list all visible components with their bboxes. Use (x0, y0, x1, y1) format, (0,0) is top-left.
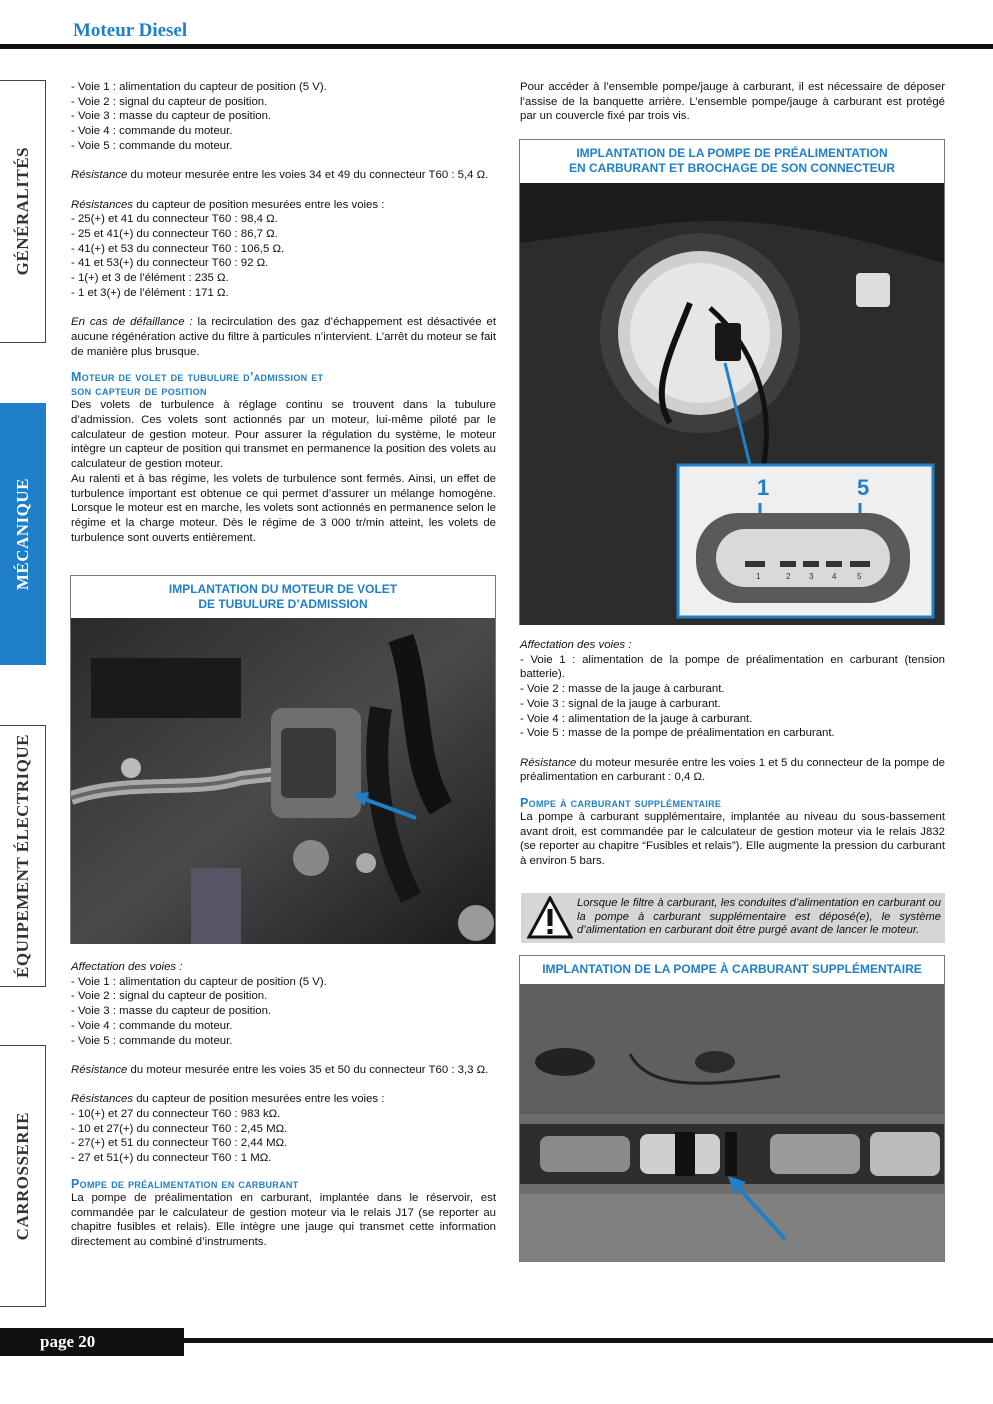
resistance-label: Résistance (71, 169, 128, 182)
section-title-pompe-supplementaire: Pompe à carburant supplémentaire (520, 796, 722, 811)
failure-label: En cas de défaillance : (71, 316, 193, 329)
affectation-label: Affectation des voies : (71, 961, 183, 973)
list-item: - Voie 1 : alimentation du capteur de position (5 V). (71, 975, 327, 988)
tab-generalites-label: GÉNÉRALITÉS (12, 147, 32, 276)
resistance-label: Résistances (71, 1093, 134, 1106)
list-item: - 25(+) et 41 du connecteur T60 : 98,4 Ω. (71, 213, 278, 226)
list-item: - Voie 4 : commande du moteur. (71, 125, 233, 138)
section-volet-paragraph-1: Des volets de turbulence à réglage continu se trouvent dans la tubulure d’admission. Ces volets sont actionnés par un moteur, lui-même piloté par le calculateur de gestion moteur. Pour assurer la régulation du système, le moteur intègre un capteur de position qui transmet en permanence la position des volets au calculateur de gestion moteur. (71, 399, 496, 471)
list-item: - Voie 3 : signal de la jauge à carburant. (520, 697, 721, 710)
running-header-title: Moteur Diesel (73, 20, 188, 41)
section-title-pompe-prealimentation: Pompe de préalimentation en carburant (71, 1176, 299, 1191)
failure-paragraph (71, 315, 496, 359)
section-pompe-supplementaire-paragraph: La pompe à carburant supplémentaire, implantée au niveau du sous-bassement avant droit, est commandée par le calculateur de gestion moteur via le relais J832 (se reporter au chapitre “Fusibles et relais”). Elle augmente la pression du carburant à environ 5 bars. (520, 811, 945, 868)
resistance-text: du capteur de position mesurées entre les voies : (133, 1093, 385, 1106)
figure-title: IMPLANTATION DE LA POMPE DE PRÉALIMENTATION EN CARBURANT ET BROCHAGE DE SON CONNECTEUR (568, 146, 895, 175)
resistance-note (71, 168, 496, 183)
tab-mecanique-label: MÉCANIQUE (12, 477, 32, 591)
list-item: - Voie 2 : masse de la jauge à carburant. (520, 683, 725, 696)
list-item: - Voie 4 : commande du moteur. (71, 1019, 233, 1032)
figure-title: IMPLANTATION DU MOTEUR DE VOLET DE TUBULURE D’ADMISSION (168, 582, 398, 611)
resistance-note (71, 1063, 496, 1078)
list-item: - 27(+) et 51 du connecteur T60 : 2,44 MΩ. (71, 1137, 288, 1150)
tab-generalites[interactable] (0, 80, 46, 343)
figure-volet-admission (70, 575, 496, 944)
list-item: - Voie 1 : alimentation de la pompe de préalimentation en carburant (tension batterie). (520, 653, 945, 681)
tab-carrosserie[interactable] (0, 1045, 46, 1307)
page-number: page 20 (40, 1332, 96, 1351)
resistance-label: Résistance (71, 1063, 128, 1076)
pin-small-4: 4 (832, 572, 837, 581)
tab-carrosserie-label: CARROSSERIE (12, 1111, 32, 1241)
tab-mecanique[interactable] (0, 403, 46, 665)
list-item: - Voie 5 : commande du moteur. (71, 1034, 233, 1047)
page-number-tab (0, 1328, 184, 1356)
left-column-top (71, 80, 496, 545)
tab-equipement-electrique[interactable] (0, 725, 46, 987)
tab-equipement-label: ÉQUIPEMENT ÉLECTRIQUE (12, 734, 32, 978)
underbody-photo (520, 984, 944, 1262)
affectation-label: Affectation des voies : (520, 639, 632, 651)
intro-paragraph: Pour accéder à l’ensemble pompe/jauge à carburant, il est nécessaire de déposer l’assise de la banquette arrière. L’ensemble pompe/jauge à carburant est protégé par un couvercle fixé par trois vis. (520, 81, 945, 123)
list-item: - Voie 2 : signal du capteur de position. (71, 95, 268, 108)
resistance-intro (71, 198, 496, 213)
warning-text: Lorsque le filtre à carburant, les conduites d’alimentation en carburant ou la pompe à carburant supplémentaire est déposé(e), le système d’alimentation en carburant doit être purgé avant de lancer le moteur. (577, 897, 941, 937)
list-item: - Voie 2 : signal du capteur de position. (71, 990, 268, 1003)
list-item: - 10 et 27(+) du connecteur T60 : 2,45 MΩ. (71, 1122, 288, 1135)
engine-photo (71, 618, 495, 944)
resistance-label: Résistances (71, 198, 134, 211)
list-item: - 10(+) et 27 du connecteur T60 : 983 kΩ. (71, 1108, 281, 1120)
list-item: - Voie 5 : masse de la pompe de préalimentation en carburant. (520, 727, 835, 740)
section-volet-paragraph-2: Au ralenti et à bas régime, les volets de turbulence sont fermés. Ainsi, un effet de turbulence important est obtenue ce qui permet d’assurer un mélange homogène. Lorsque le moteur est en marche, les volets sont actionnés en permanence selon le régime et la charge moteur. Dès le régime de 3 000 tr/min atteint, les volets de turbulence sont ouverts entièrement. (71, 472, 496, 544)
right-column-middle (520, 638, 945, 869)
section-title-volet: Moteur de volet de tubulure d’admission et son capteur de position (71, 370, 324, 399)
header-rule (0, 44, 993, 49)
list-item: - 1 et 3(+) de l’élément : 171 Ω. (71, 286, 229, 299)
list-item: - Voie 1 : alimentation du capteur de position (5 V). (71, 81, 327, 93)
list-item: - 1(+) et 3 de l’élément : 235 Ω. (71, 272, 229, 285)
pin-small-2: 2 (786, 572, 791, 581)
list-item: - 27 et 51(+) du connecteur T60 : 1 MΩ. (71, 1152, 272, 1165)
warning-box (521, 893, 945, 943)
figure-pompe-prealimentation (519, 139, 945, 625)
section-pompe-paragraph: La pompe de préalimentation en carburant, implantée dans le réservoir, est commandée par le calculateur de gestion moteur via le relais J17 (se reporter au chapitre fusibles et relais). Elle intègre une jauge qui transmet cette information directement au combiné d’instruments. (71, 1191, 496, 1248)
figure-pompe-supplementaire (519, 955, 945, 1262)
list-item: - Voie 3 : masse du capteur de position. (71, 1005, 272, 1018)
list-item: - 41 et 53(+) du connecteur T60 : 92 Ω. (71, 257, 269, 270)
list-item: - 25 et 41(+) du connecteur T60 : 86,7 Ω. (71, 228, 278, 240)
pin-5-label: 5 (857, 475, 870, 500)
resistance-text: du moteur mesurée entre les voies 1 et 5 du connecteur de la pompe de préalimentation en carburant : 0,4 Ω. (520, 756, 945, 784)
footer-rule (184, 1338, 993, 1343)
resistance-text: du moteur mesurée entre les voies 34 et 49 du connecteur T60 : 5,4 Ω. (127, 169, 489, 182)
resistance-text: du capteur de position mesurées entre les voies : (133, 198, 385, 211)
pin-1-label: 1 (757, 475, 770, 500)
pin-small-1: 1 (756, 572, 761, 581)
right-column-intro (520, 80, 945, 124)
left-column-bottom (71, 960, 496, 1250)
figure-title: IMPLANTATION DE LA POMPE À CARBURANT SUPPLÉMENTAIRE (542, 962, 922, 976)
resistance-note (520, 756, 945, 785)
fuel-pump-photo (520, 183, 944, 625)
list-item: - 41(+) et 53 du connecteur T60 : 106,5 Ω. (71, 242, 285, 255)
resistance-text: du moteur mesurée entre les voies 35 et 50 du connecteur T60 : 3,3 Ω. (127, 1063, 489, 1076)
pin-small-3: 3 (809, 572, 814, 581)
warning-icon (527, 896, 573, 940)
resistance-intro (71, 1092, 496, 1107)
pin-small-5: 5 (857, 572, 862, 581)
failure-text: la recirculation des gaz d’échappement est désactivée et aucune régénération active du filtre à particules n’intervient. L’arrêt du moteur se fait de manière plus brusque. (71, 316, 496, 358)
list-item: - Voie 5 : commande du moteur. (71, 139, 233, 152)
resistance-label: Résistance (520, 756, 577, 769)
list-item: - Voie 3 : masse du capteur de position. (71, 110, 272, 123)
list-item: - Voie 4 : alimentation de la jauge à carburant. (520, 712, 753, 725)
